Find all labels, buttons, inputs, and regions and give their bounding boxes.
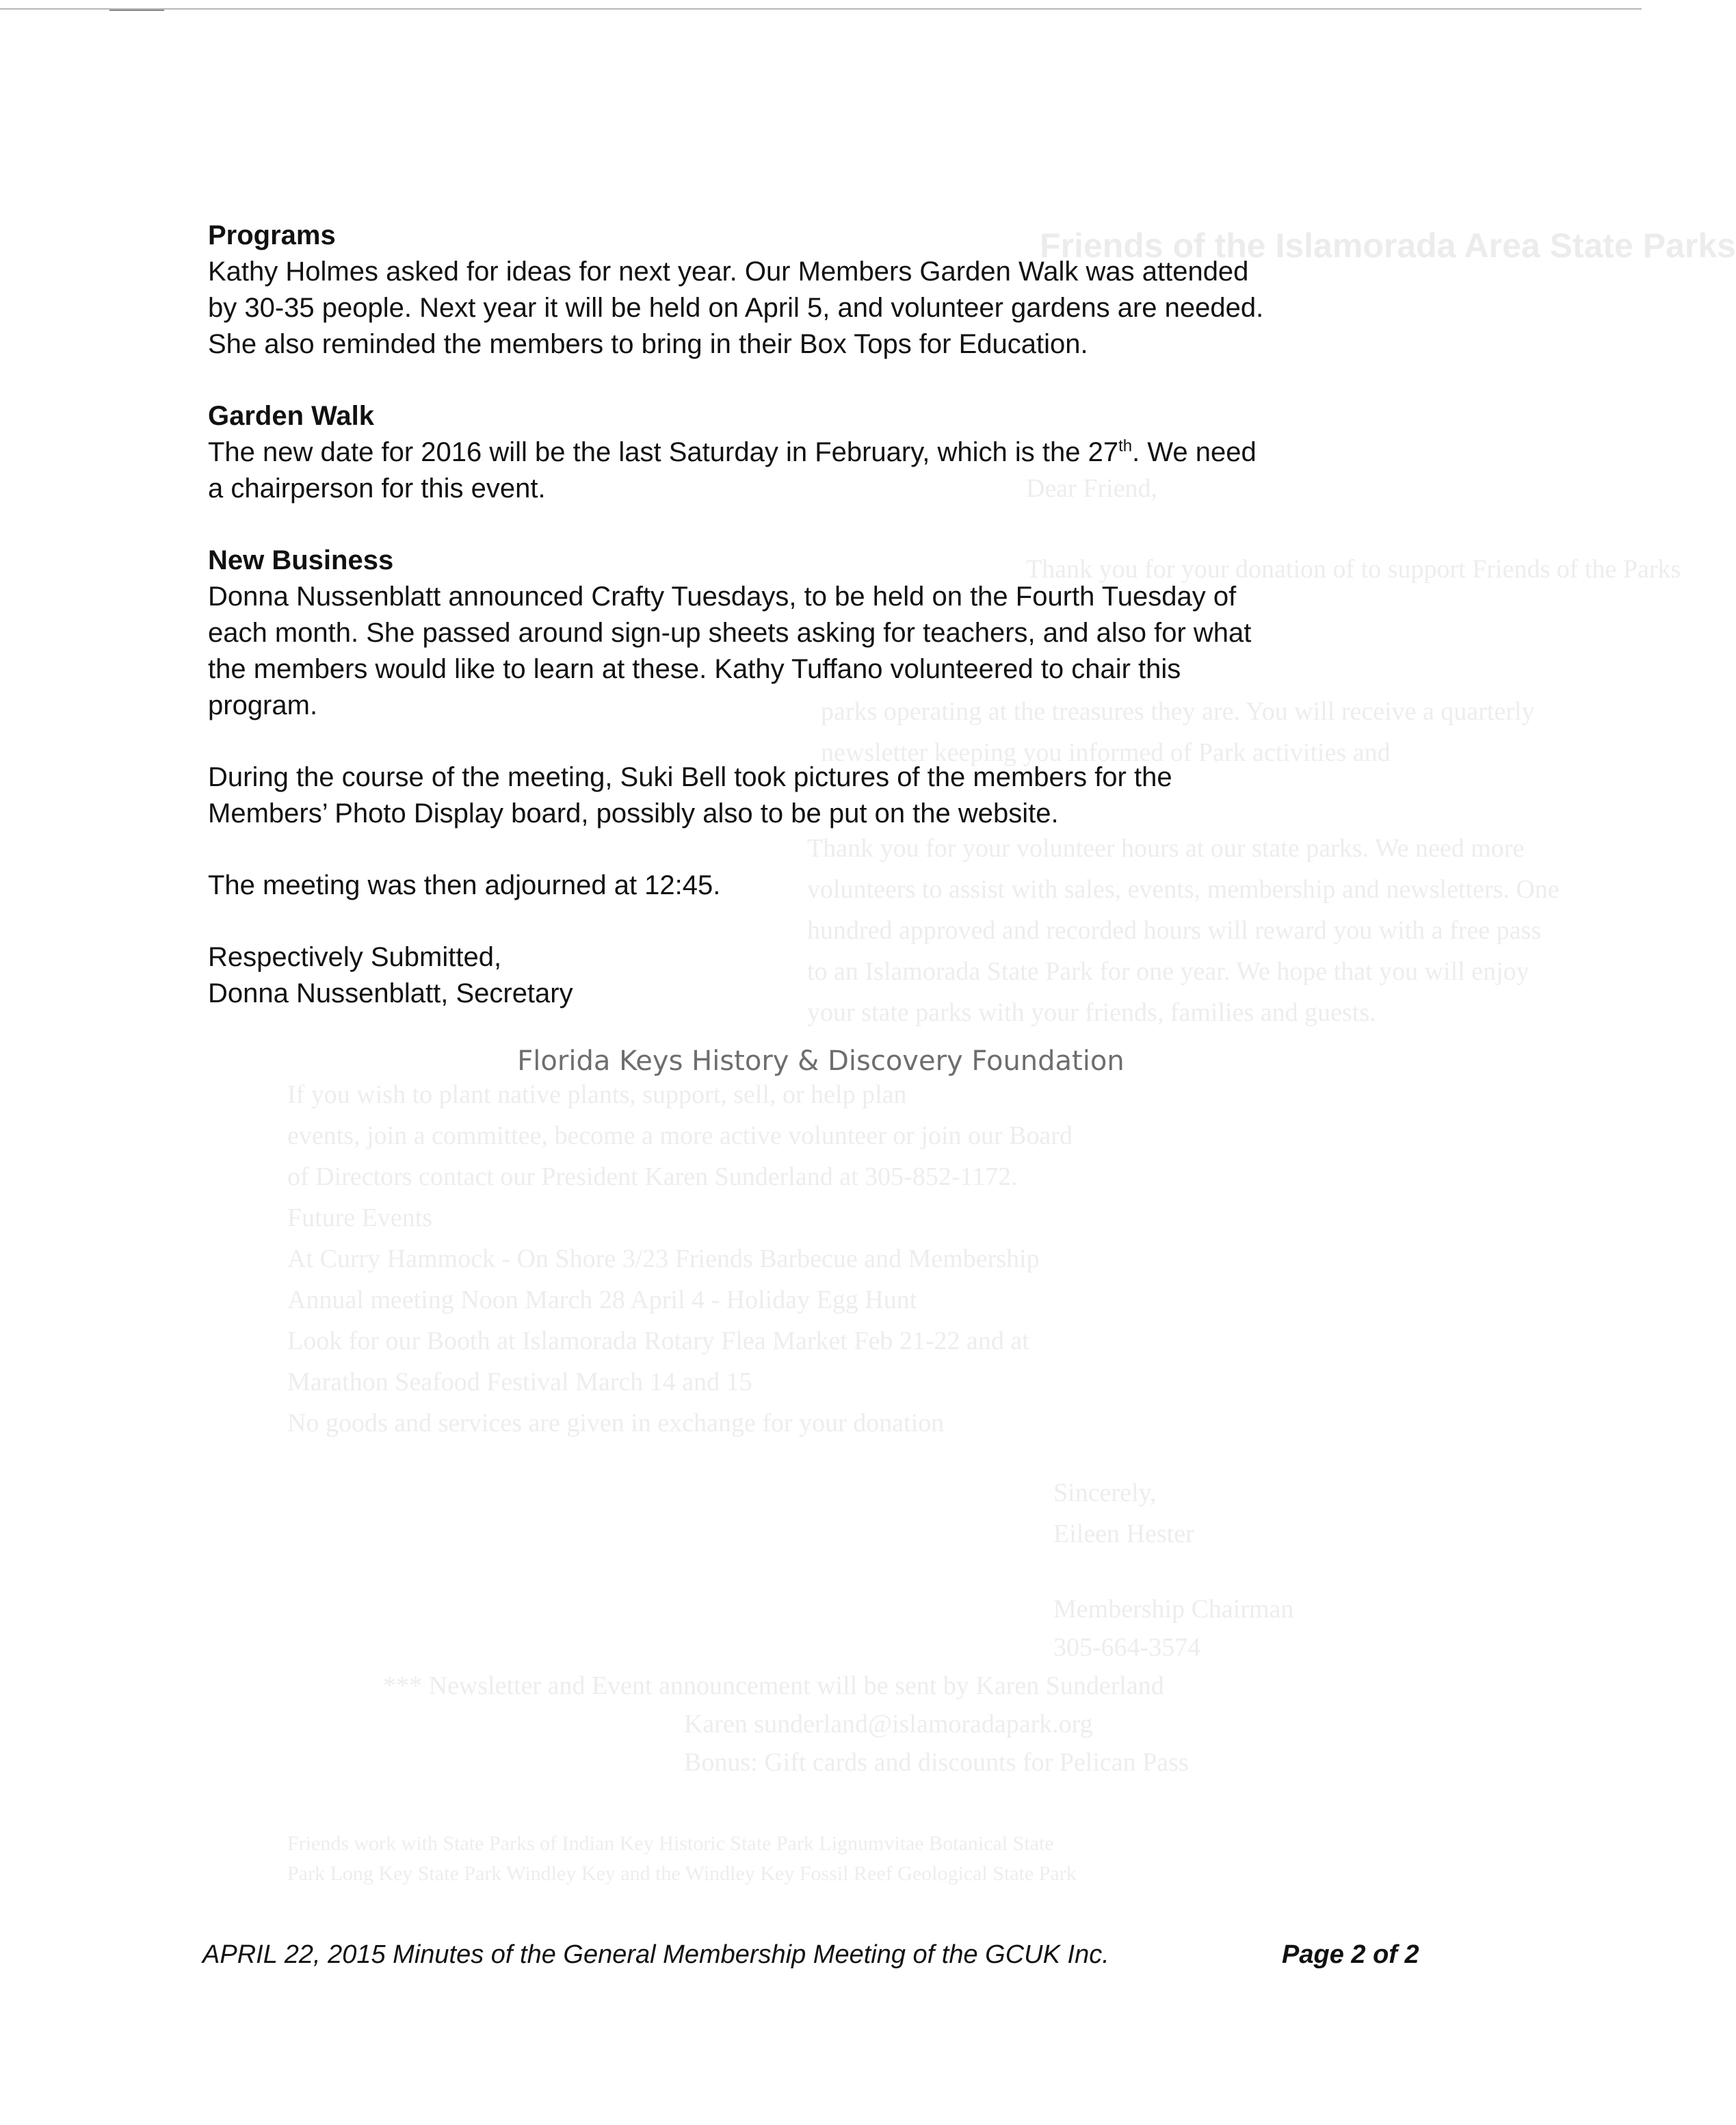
paragraph-text: The new date for 2016 will be the last Saturday in February, which is the 27 bbox=[208, 437, 1119, 467]
photos-paragraph bbox=[208, 759, 1439, 832]
bleed-through-title: Friends of the Islamorada Area State Parks bbox=[1040, 226, 1736, 265]
archive-watermark: Florida Keys History & Discovery Foundation bbox=[517, 1045, 1125, 1077]
bleed-through-line: to an Islamorada State Park for one year. We hope that you will enjoy bbox=[807, 957, 1529, 986]
bleed-through-line: hundred approved and recorded hours will reward you with a free pass bbox=[807, 916, 1542, 945]
new-business-section bbox=[208, 543, 1439, 724]
closing-line: Respectively Submitted, bbox=[208, 942, 502, 972]
paragraph-line: Members’ Photo Display board, possibly also to be put on the website. bbox=[208, 798, 1059, 829]
paragraph-line: each month. She passed around sign-up sheets asking for teachers, and also for what bbox=[208, 618, 1252, 648]
bleed-through-line: Sincerely, bbox=[1053, 1478, 1157, 1507]
bleed-through-line: Friends work with State Parks of Indian Key Historic State Park Lignumvitae Botanical State bbox=[287, 1832, 1054, 1855]
paragraph-line: Kathy Holmes asked for ideas for next year. Our Members Garden Walk was attended bbox=[208, 257, 1249, 287]
paragraph-line: The meeting was then adjourned at 12:45. bbox=[208, 870, 721, 900]
bleed-through-line: your state parks with your friends, families and guests. bbox=[807, 998, 1376, 1027]
paragraph-line: by 30-35 people. Next year it will be held on April 5, and volunteer gardens are needed. bbox=[208, 293, 1264, 323]
paragraph-line: program. bbox=[208, 690, 318, 720]
ordinal-suffix: th bbox=[1118, 436, 1133, 456]
bleed-through-line: Eileen Hester bbox=[1053, 1520, 1194, 1548]
bleed-through-line: Bonus: Gift cards and discounts for Pelican Pass bbox=[684, 1748, 1189, 1777]
section-heading: Garden Walk bbox=[208, 401, 375, 431]
bleed-through-line: If you wish to plant native plants, support, sell, or help plan bbox=[287, 1080, 907, 1109]
scan-top-edge bbox=[0, 8, 1642, 10]
bleed-through-line: Membership Chairman bbox=[1053, 1595, 1294, 1624]
bleed-through-line: *** Newsletter and Event announcement will be sent by Karen Sunderland bbox=[383, 1671, 1164, 1700]
bleed-through-line: newsletter keeping you informed of Park activities and bbox=[821, 738, 1391, 767]
section-heading: Programs bbox=[208, 220, 336, 250]
bleed-through-line: Look for our Booth at Islamorada Rotary Flea Market Feb 21-22 and at bbox=[287, 1327, 1029, 1355]
bleed-through-line: events, join a committee, become a more active volunteer or join our Board bbox=[287, 1121, 1073, 1150]
paragraph-line: a chairperson for this event. bbox=[208, 473, 546, 504]
footer-page-number: Page 2 of 2 bbox=[1282, 1940, 1419, 1969]
paragraph-text: . We need bbox=[1132, 437, 1257, 467]
footer-document-title: APRIL 22, 2015 Minutes of the General Membership Meeting of the GCUK Inc. bbox=[202, 1940, 1109, 1969]
bleed-through-line: Karen sunderland@islamoradapark.org bbox=[684, 1710, 1093, 1738]
paragraph-line bbox=[208, 434, 1439, 471]
garden-walk-section bbox=[208, 398, 1439, 507]
paragraph-line: Donna Nussenblatt announced Crafty Tuesdays, to be held on the Fourth Tuesday of bbox=[208, 582, 1237, 612]
programs-section bbox=[208, 218, 1439, 363]
bleed-through-line: Thank you for your volunteer hours at our state parks. We need more bbox=[807, 834, 1525, 863]
paragraph-line: During the course of the meeting, Suki Bell took pictures of the members for the bbox=[208, 762, 1172, 792]
paragraph-line: She also reminded the members to bring in their Box Tops for Education. bbox=[208, 329, 1088, 359]
bleed-through-line: Future Events bbox=[287, 1203, 433, 1232]
bleed-through-line: Park Long Key State Park Windley Key and the Windley Key Fossil Reef Geological State Park bbox=[287, 1862, 1077, 1885]
signoff-block bbox=[208, 939, 1439, 1012]
scan-top-edge-mark bbox=[109, 10, 164, 11]
bleed-through-line: parks operating at the treasures they are. You will receive a quarterly bbox=[821, 697, 1535, 726]
signer-name: Donna Nussenblatt, Secretary bbox=[208, 978, 573, 1008]
section-heading: New Business bbox=[208, 545, 394, 575]
bleed-through-line: Dear Friend, bbox=[1026, 474, 1158, 503]
minutes-body bbox=[208, 218, 1439, 1012]
bleed-through-line: Thank you for your donation of to support Friends of the Parks bbox=[1026, 555, 1681, 584]
bleed-through-line: 305-664-3574 bbox=[1053, 1633, 1201, 1662]
bleed-through-line: Annual meeting Noon March 28 April 4 - Holiday Egg Hunt bbox=[287, 1286, 917, 1314]
bleed-through-line: At Curry Hammock - On Shore 3/23 Friends Barbecue and Membership bbox=[287, 1244, 1040, 1273]
bleed-through-line: No goods and services are given in exchange for your donation bbox=[287, 1409, 945, 1437]
bleed-through-line: volunteers to assist with sales, events, membership and newsletters. One bbox=[807, 875, 1560, 904]
bleed-through-line: of Directors contact our President Karen Sunderland at 305-852-1172. bbox=[287, 1162, 1018, 1191]
paragraph-line: the members would like to learn at these. Kathy Tuffano volunteered to chair this bbox=[208, 654, 1181, 684]
adjourned-paragraph bbox=[208, 868, 1439, 904]
bleed-through-line: Marathon Seafood Festival March 14 and 15 bbox=[287, 1368, 752, 1396]
